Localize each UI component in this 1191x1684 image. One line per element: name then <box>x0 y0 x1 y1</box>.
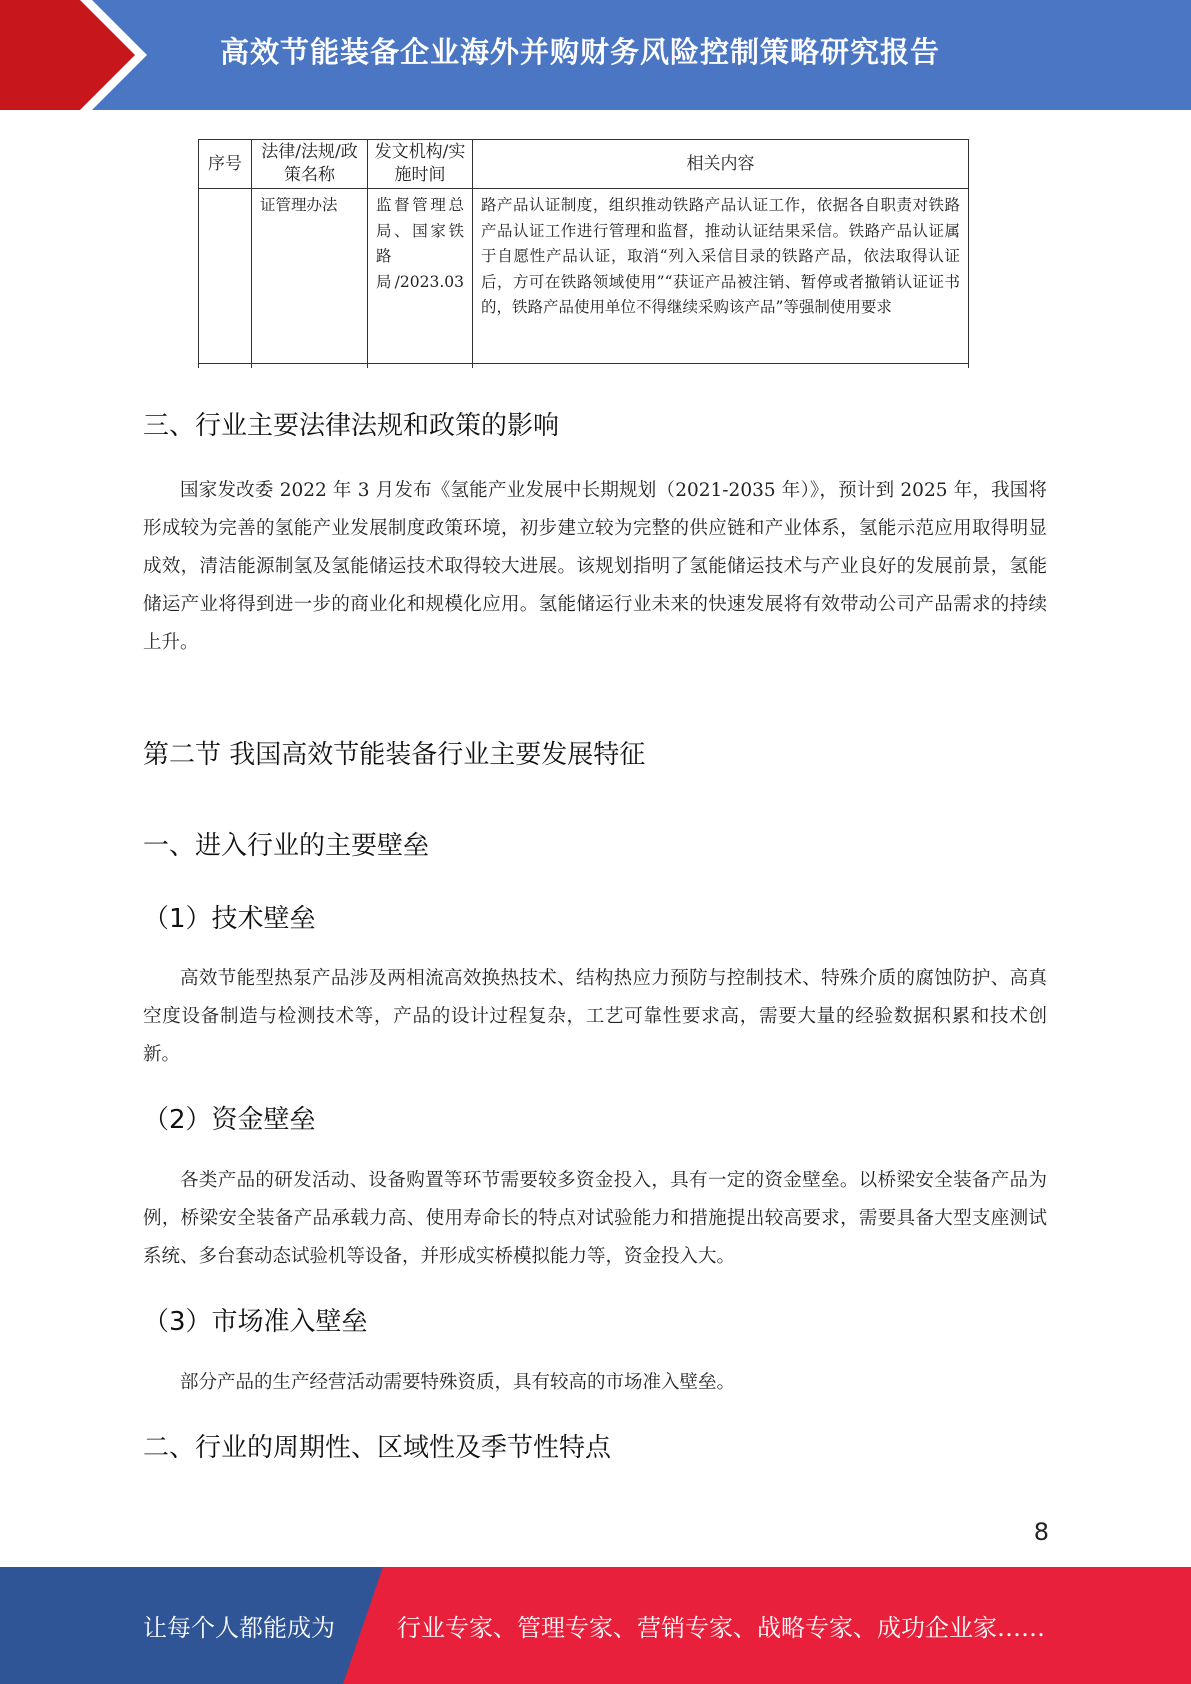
header-seq: 序号 <box>199 140 252 189</box>
paragraph-fund-barrier: 各类产品的研发活动、设备购置等环节需要较多资金投入，具有一定的资金壁垒。以桥梁安全装备产品为例，桥梁安全装备产品承载力高、使用寿命长的特点对试验能力和措施提出较高要求，需要具备大型支座测试系统、多台套动态试验机等设备，并形成实桥模拟能力等，资金投入大。 <box>143 1170 1047 1267</box>
paragraph-market-barrier: 部分产品的生产经营活动需要特殊资质，具有较高的市场准入壁垒。 <box>180 1372 736 1393</box>
table-header-row <box>199 140 969 189</box>
subheading-market-barrier: （3）市场准入壁垒 <box>143 1307 368 1337</box>
page-footer <box>0 1567 1191 1684</box>
header-content: 相关内容 <box>473 140 969 189</box>
paragraph-tech-barrier: 高效节能型热泵产品涉及两相流高效换热技术、结构热应力预防与控制技术、特殊介质的腐蚀防护、高真空度设备制造与检测技术等，产品的设计过程复杂，工艺可靠性要求高，需要大量的经验数据积累和技术创新。 <box>143 968 1047 1065</box>
cell-org: 监督管理总局、国家铁路局/2023.03 <box>368 189 473 369</box>
header-red-arrow-decoration <box>0 0 150 110</box>
cell-name: 证管理办法 <box>252 189 368 369</box>
paragraph-policy-impact: 国家发改委 2022 年 3 月发布《氢能产业发展中长期规划（2021-2035 年）》，预计到 2025 年，我国将形成较为完善的氢能产业发展制度政策环境，初步建立较为完整的供应链和产业体系，氢能示范应用取得明显成效，清洁能源制氢及氢能储运技术取得较大进展。该规划指明了氢能储运技术与产业良好的发展前景，氢能储运产业将得到进一步的商业化和规模化应用。氢能储运行业未来的快速发展将有效带动公司产品需求的持续上升。 <box>143 480 1047 653</box>
report-title: 高效节能装备企业海外并购财务风险控制策略研究报告 <box>220 35 941 69</box>
section-heading-cyclicality: 二、行业的周期性、区域性及季节性特点 <box>143 1433 612 1463</box>
footer-slogan-right: 行业专家、管理专家、营销专家、战略专家、成功企业家…… <box>397 1614 1045 1642</box>
subheading-fund-barrier: （2）资金壁垒 <box>143 1105 316 1135</box>
header-name: 法律/法规/政策名称 <box>252 140 368 189</box>
table-row <box>199 189 969 369</box>
section-heading-barriers: 一、进入行业的主要壁垒 <box>143 831 430 861</box>
subheading-tech-barrier: （1）技术壁垒 <box>143 904 316 934</box>
table-bottom-border <box>198 363 969 364</box>
page-number: 8 <box>1033 1518 1049 1546</box>
cell-content: 路产品认证制度，组织推动铁路产品认证工作，依据各自职责对铁路产品认证工作进行管理和监督，推动认证结果采信。铁路产品认证属于自愿性产品认证，取消“列入采信目录的铁路产品，依法取得认证后，方可在铁路领域使用”“获证产品被注销、暂停或者撤销认证证书的，铁路产品使用单位不得继续采购该产品”等强制使用要求 <box>473 189 969 369</box>
chapter-heading-section2: 第二节 我国高效节能装备行业主要发展特征 <box>143 740 646 770</box>
footer-slogan-left: 让每个人都能成为 <box>143 1614 335 1642</box>
page-header <box>0 0 1191 110</box>
section-heading-policy-impact: 三、行业主要法律法规和政策的影响 <box>143 411 560 441</box>
cell-seq <box>199 189 252 369</box>
regulation-table <box>198 139 969 368</box>
header-org: 发文机构/实施时间 <box>368 140 473 189</box>
